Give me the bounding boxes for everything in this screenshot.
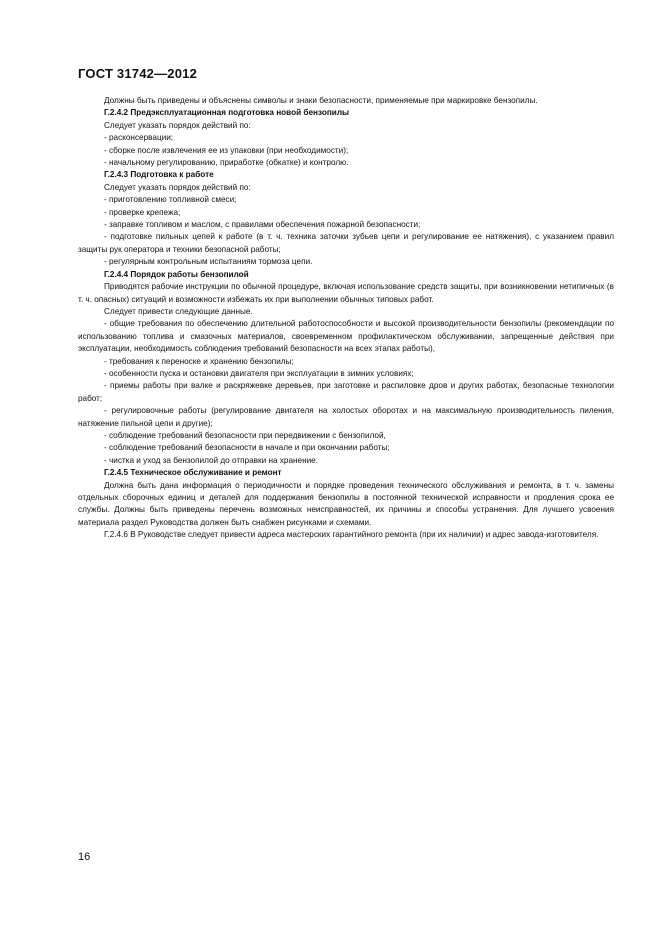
list-item: - требования к переноске и хранению бензопилы; <box>104 356 294 366</box>
list-item: - регулировочные работы (регулирование двигателя на холостых оборотах и на максимальную производительность пиления, натяжение пильной цепи и другие); <box>78 406 614 428</box>
page-body <box>78 95 614 542</box>
list-item: - проверке крепежа; <box>104 207 181 217</box>
list-item: - приемы работы при валке и раскряжевке деревьев, при заготовке и распиловке дров и других работах, безопасные технологии работ; <box>78 381 614 403</box>
list-item: - начальному регулированию, приработке (обкатке) и контролю. <box>104 158 349 168</box>
document-header: ГОСТ 31742—2012 <box>78 66 197 81</box>
page-number: 16 <box>78 851 91 863</box>
list-item: - приготовлению топливной смеси; <box>104 195 237 205</box>
paragraph: Приводятся рабочие инструкции по обычной процедуре, включая использование средств защиты, при возникновении нетипичных (в т. ч. опасных) ситуаций и возможности избежать их при выполнении обычных типовых работ. <box>78 282 614 304</box>
list-item: - общие требования по обеспечению длительной работоспособности и высокой производительности бензопилы (рекомендации по использованию топлива и смазочных материалов, своевременном профилактическом обслуживании, запрещенные действия при эксплуатации, необходимость соблюдения требований безопасности на всех этапах работы), <box>78 319 614 354</box>
section-heading: Г.2.4.5 Техническое обслуживание и ремонт <box>104 468 282 478</box>
list-item: - соблюдение требований безопасности при передвижении с бензопилой, <box>104 430 386 440</box>
paragraph: Следует привести следующие данные. <box>104 306 253 316</box>
paragraph: Должны быть приведены и объяснены символы и знаки безопасности, применяемые при маркировке бензопилы. <box>104 96 538 105</box>
section-heading: Г.2.4.4 Порядок работы бензопилой <box>104 269 249 279</box>
list-item: - расконсервации; <box>104 133 174 143</box>
list-item: - чистка и уход за бензопилой до отправки на хранение. <box>104 455 318 465</box>
paragraph: Г.2.4.6 В Руководстве следует привести адреса мастерских гарантийного ремонта (при их наличии) и адрес завода-изготовителя. <box>104 530 599 540</box>
section-heading: Г.2.4.2 Предэксплуатационная подготовка новой бензопилы <box>104 108 350 118</box>
list-item: - сборке после извлечения ее из упаковки (при необходимости); <box>104 145 349 155</box>
section-heading: Г.2.4.3 Подготовка к работе <box>104 170 214 180</box>
list-item: - подготовке пильных цепей к работе (в т. ч. техника заточки зубьев цепи и регулирование ее натяжения), с указанием правил защиты рук оператора и техники безопасной работы; <box>78 232 614 254</box>
paragraph: Следует указать порядок действий по: <box>104 120 251 130</box>
list-item: - регулярным контрольным испытаниям тормоза цепи. <box>104 257 313 267</box>
list-item: - соблюдение требований безопасности в начале и при окончании работы; <box>104 443 390 453</box>
list-item: - особенности пуска и остановки двигателя при эксплуатации в зимних условиях; <box>104 368 414 378</box>
paragraph: Следует указать порядок действий по: <box>104 182 251 192</box>
paragraph: Должна быть дана информация о периодичности и порядке проведения технического обслуживания и ремонта, в т. ч. замены отдельных сборочных единиц и деталей для поддержания бензопилы в постоянной технической исправности и продления срока ее службы. Должны быть приведены перечень возможных неисправностей, их причины и способы устранения. Для лучшего усвоения материала раздел Руководства должен быть снабжен рисунками и схемами. <box>78 480 614 527</box>
list-item: - заправке топливом и маслом, с правилами обеспечения пожарной безопасности; <box>104 220 421 230</box>
